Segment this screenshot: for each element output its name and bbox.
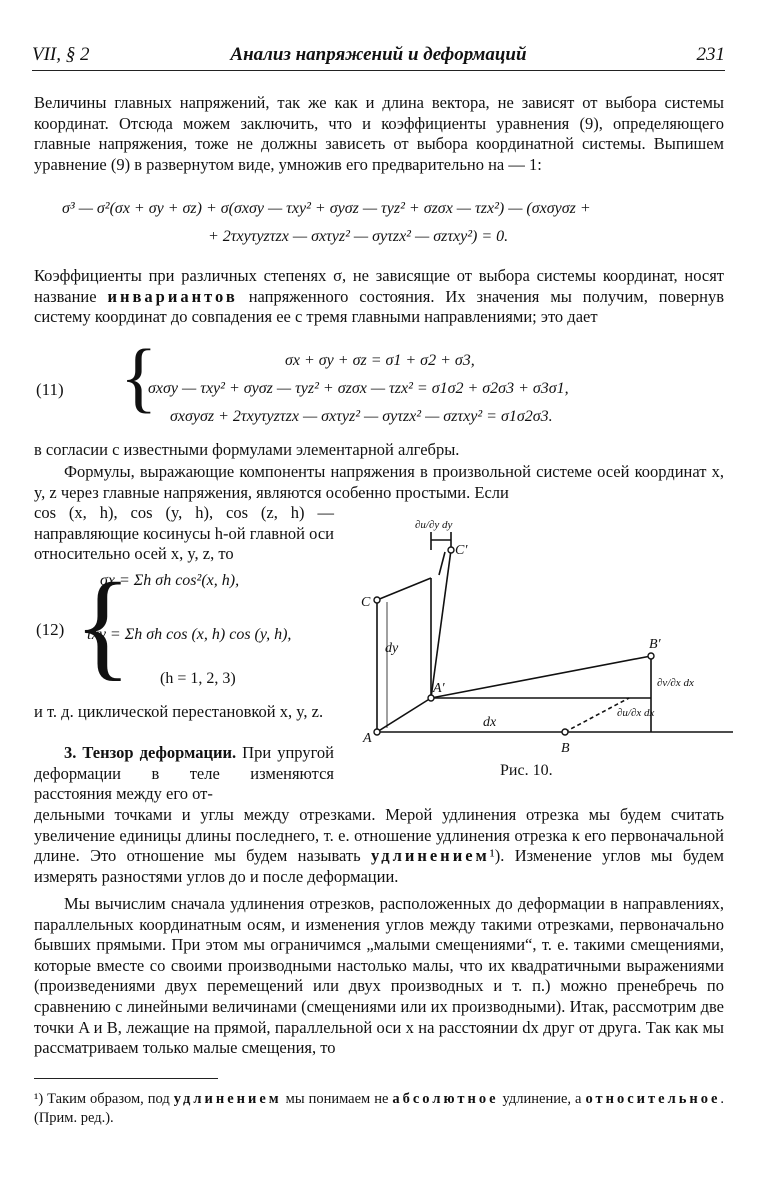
section-3-intro xyxy=(34,743,334,805)
equation-11-line-3: σxσyσz + 2τxyτyzτzx — σxτyz² — σyτzx² — σzτxy² = σ1σ2σ3. xyxy=(170,408,553,425)
term-invariants: инвариантов xyxy=(107,286,238,306)
footnote-term-3: относительное xyxy=(585,1091,721,1107)
paragraph-5-text-a: дельными точками и углы между отрезками. Мерой удлинения отрезка мы будем считать увеличение единицы длины последнего, т. е. отношение удлинения отрезка к его первоначальной длине. Это отношение мы будем называть xyxy=(34,805,724,866)
label-B1: B′ xyxy=(649,637,661,652)
paragraph-5 xyxy=(34,805,724,887)
point-A xyxy=(374,729,380,735)
equation-12-number: (12) xyxy=(36,620,65,639)
footnote-text-a: ¹) Таким образом, под xyxy=(34,1091,170,1107)
label-dvdx: ∂v/∂x dx xyxy=(657,677,694,689)
figure-10 xyxy=(355,510,735,790)
label-B: B xyxy=(561,741,570,756)
equation-12-line-2: τxy = Σh σh cos (x, h) cos (y, h), xyxy=(86,626,292,643)
paragraph-2 xyxy=(34,266,724,328)
equation-11-brace: { xyxy=(120,333,158,420)
point-B1 xyxy=(648,653,654,659)
line-C1-top xyxy=(439,552,445,575)
equation-11-line-1: σx + σy + σz = σ1 + σ2 + σ3, xyxy=(285,352,475,369)
figure-caption: Рис. 10. xyxy=(500,762,553,779)
point-B xyxy=(562,729,568,735)
header-page-number: 231 xyxy=(696,44,725,65)
label-C: C xyxy=(361,595,371,610)
label-A: A xyxy=(363,731,372,746)
paragraph-5-text-b: ¹). Изменение углов мы будем измерять разностями углов до и после деформации. xyxy=(34,846,725,886)
label-dy: dy xyxy=(385,641,399,656)
term-elongation: удлинением xyxy=(371,846,490,866)
section-3-title: 3. Тензор деформации. xyxy=(64,743,237,762)
footnote-text-b: мы понимаем не xyxy=(285,1091,389,1107)
footnote-term-2: абсолютное xyxy=(392,1091,499,1107)
line-CC1 xyxy=(377,578,431,600)
paragraph-cyclic: и т. д. циклической перестановкой x, y, z. xyxy=(34,702,324,721)
line-AA1 xyxy=(377,698,431,732)
point-C xyxy=(374,597,380,603)
line-A1B1 xyxy=(431,656,651,698)
paragraph-4-narrow: cos (x, h), cos (y, h), cos (z, h) — направляющие косинусы h-ой главной оси относительно осей x, y, z, то xyxy=(34,503,334,564)
paragraph-3: в согласии с известными формулами элементарной алгебры. xyxy=(34,440,460,459)
footnote-text-d: . (Прим. ред.). xyxy=(34,1091,725,1126)
footnote-term-1: удлинением xyxy=(173,1091,282,1107)
label-A1: A′ xyxy=(433,681,445,696)
equation-main-line-2: + 2τxyτyzτzx — σxτyz² — σyτzx² — σzτxy²) = 0. xyxy=(208,228,509,245)
equation-12-line-3: (h = 1, 2, 3) xyxy=(160,670,236,687)
paragraph-2-text-b: напряженного состояния. Их значения мы получим, повернув систему координат до совпадения ее с тремя главными направлениями; это дает xyxy=(34,286,724,327)
equation-main-line-1: σ³ — σ²(σx + σy + σz) + σ(σxσy — τxy² + σyσz — τyz² + σzσx — τzx²) — (σxσyσz + xyxy=(62,200,591,217)
equation-12-line-1: σx = Σh σh cos²(x, h), xyxy=(100,572,240,589)
paragraph-6: Мы вычислим сначала удлинения отрезков, расположенных до деформации в направлениях, параллельных координатным осям, и изменения углов между такими отрезками, первоначально бывших прямыми. При этом мы ограничимся „малыми смещениями“, т. е. такими смещениями, которые вместе со своими производными настолько малы, что их квадратичными выражениями (произведениями двух перемещений или двух производных и т. п.) можно пренебречь по сравнению с линейными величинами (смещениями или их производными). Итак, рассмотрим две точки A и B, лежащие на прямой, параллельной оси x на расстоянии dx друг от друга. Так как мы рассматриваем только малые смещения, то xyxy=(34,894,724,1058)
equation-11-number: (11) xyxy=(36,380,64,399)
line-A1C1 xyxy=(431,550,451,698)
footnote xyxy=(34,1090,724,1128)
footnote-text-c: удлинение, а xyxy=(502,1091,582,1107)
running-header xyxy=(32,44,725,71)
label-C1: C′ xyxy=(455,543,468,558)
label-dudx: ∂u/∂x dx xyxy=(617,707,655,719)
equation-11-line-2: σxσy — τxy² + σyσz — τyz² + σzσx — τzx² = σ1σ2 + σ2σ3 + σ3σ1, xyxy=(148,380,569,397)
section-3-narrow-text: При упругой деформации в теле изменяются расстояния между его от- xyxy=(34,743,335,804)
label-dx: dx xyxy=(483,715,497,730)
paragraph-4: Формулы, выражающие компоненты напряжения в произвольной системе осей координат x, y, z через главные напряжения, являются особенно простыми. Если xyxy=(34,462,724,502)
header-title: Анализ напряжений и деформаций xyxy=(230,44,527,65)
label-dudy: ∂u/∂y dy xyxy=(415,519,453,531)
paragraph-1: Величины главных напряжений, так же как и длина вектора, не зависят от выбора системы координат. Отсюда можем заключить, что и коэффициенты уравнения (9), определяющего главные напряжения, тоже не должны зависеть от выбора координатной системы. Выпишем уравнение (9) в развернутом виде, умножив его предварительно на — 1: xyxy=(34,93,724,174)
paragraph-2-text-a: Коэффициенты при различных степенях σ, не зависящие от выбора системы координат, носят название xyxy=(34,266,724,306)
header-section: VII, § 2 xyxy=(32,44,90,65)
point-C1 xyxy=(448,547,454,553)
equation-12-brace: { xyxy=(74,558,132,691)
footnote-rule xyxy=(34,1078,218,1079)
